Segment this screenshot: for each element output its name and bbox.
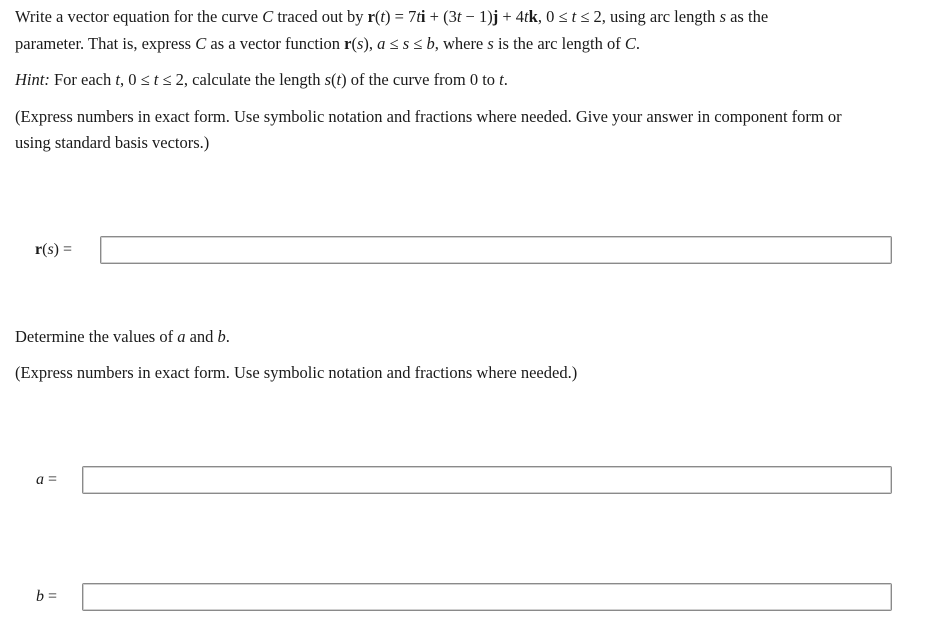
variable-b: b	[217, 327, 226, 346]
rs-answer-input[interactable]	[100, 236, 892, 264]
vector-r: r	[35, 241, 43, 258]
question-text: , 0 ≤	[537, 7, 572, 26]
question-text: ),	[363, 34, 378, 53]
question-text: + 4	[498, 7, 525, 26]
question-text: (	[374, 7, 381, 26]
label-text: =	[44, 471, 58, 488]
question-text: is the arc length of	[493, 34, 625, 53]
question-text: ≤	[385, 34, 403, 53]
variable-s: s	[356, 34, 364, 53]
variable-t: t	[380, 7, 386, 26]
hint	[15, 67, 508, 93]
hint-text: For each	[49, 70, 116, 89]
question-text: ) = 7	[385, 7, 417, 26]
vector-r: r	[367, 7, 375, 26]
question-text: (	[351, 34, 357, 53]
question-line-2	[15, 31, 640, 57]
variable-b: b	[426, 34, 435, 53]
part2-prompt	[15, 324, 230, 350]
variable-t: t	[336, 70, 342, 89]
question-text: parameter. That is, express	[15, 34, 196, 53]
hint-text: (	[331, 70, 337, 89]
question-text: as a vector function	[206, 34, 345, 53]
variable-a: a	[377, 34, 386, 53]
hint-text: ≤ 2, calculate the length	[158, 70, 325, 89]
instructions-line-2: using standard basis vectors.)	[15, 133, 210, 152]
variable-s: s	[402, 34, 410, 53]
vector-r: r	[344, 34, 352, 53]
b-label	[36, 588, 57, 606]
variable-t: t	[115, 70, 120, 89]
b-answer-input[interactable]	[82, 583, 892, 611]
variable-s: s	[719, 7, 726, 26]
question-text: as the	[725, 7, 769, 26]
prompt-text: and	[185, 327, 218, 346]
question-text: traced out by	[273, 7, 368, 26]
instructions-2: (Express numbers in exact form. Use symbolic notation and fractions where needed.)	[15, 363, 578, 382]
hint-text: .	[503, 70, 508, 89]
prompt-text: .	[225, 327, 230, 346]
rs-label	[35, 241, 72, 259]
prompt-text: Determine the values of	[15, 327, 178, 346]
variable-b: b	[36, 588, 44, 605]
label-text: =	[44, 588, 58, 605]
question-text: Write a vector equation for the curve	[15, 7, 263, 26]
variable-t: t	[499, 70, 504, 89]
question-text: ≤ 2, using arc length	[576, 7, 720, 26]
hint-text: , 0 ≤	[119, 70, 154, 89]
variable-a: a	[36, 471, 44, 488]
hint-label: Hint:	[15, 70, 50, 89]
label-text: (	[42, 241, 48, 258]
curve-name: C	[624, 34, 636, 53]
question-text: , where	[434, 34, 488, 53]
variable-t: t	[571, 7, 577, 26]
variable-t: t	[456, 7, 462, 26]
a-answer-input[interactable]	[82, 466, 892, 494]
unit-vector-i: i	[420, 7, 426, 26]
variable-s: s	[487, 34, 494, 53]
curve-name: C	[262, 7, 274, 26]
variable-a: a	[177, 327, 186, 346]
variable-s: s	[324, 70, 331, 89]
variable-s: s	[47, 241, 54, 258]
variable-t: t	[153, 70, 159, 89]
curve-name: C	[195, 34, 207, 53]
variable-t: t	[416, 7, 421, 26]
variable-t: t	[524, 7, 529, 26]
question-text: + (3	[425, 7, 457, 26]
question-text: − 1)	[461, 7, 493, 26]
unit-vector-k: k	[528, 7, 538, 26]
question-line-1	[15, 4, 768, 30]
unit-vector-j: j	[492, 7, 499, 26]
instructions-line-1: (Express numbers in exact form. Use symbolic notation and fractions where needed. Give your answer in component form or	[15, 107, 842, 126]
hint-text: ) of the curve from 0 to	[341, 70, 500, 89]
question-text: .	[635, 34, 640, 53]
label-text: ) =	[53, 241, 73, 258]
a-label	[36, 471, 57, 489]
question-text: ≤	[409, 34, 427, 53]
